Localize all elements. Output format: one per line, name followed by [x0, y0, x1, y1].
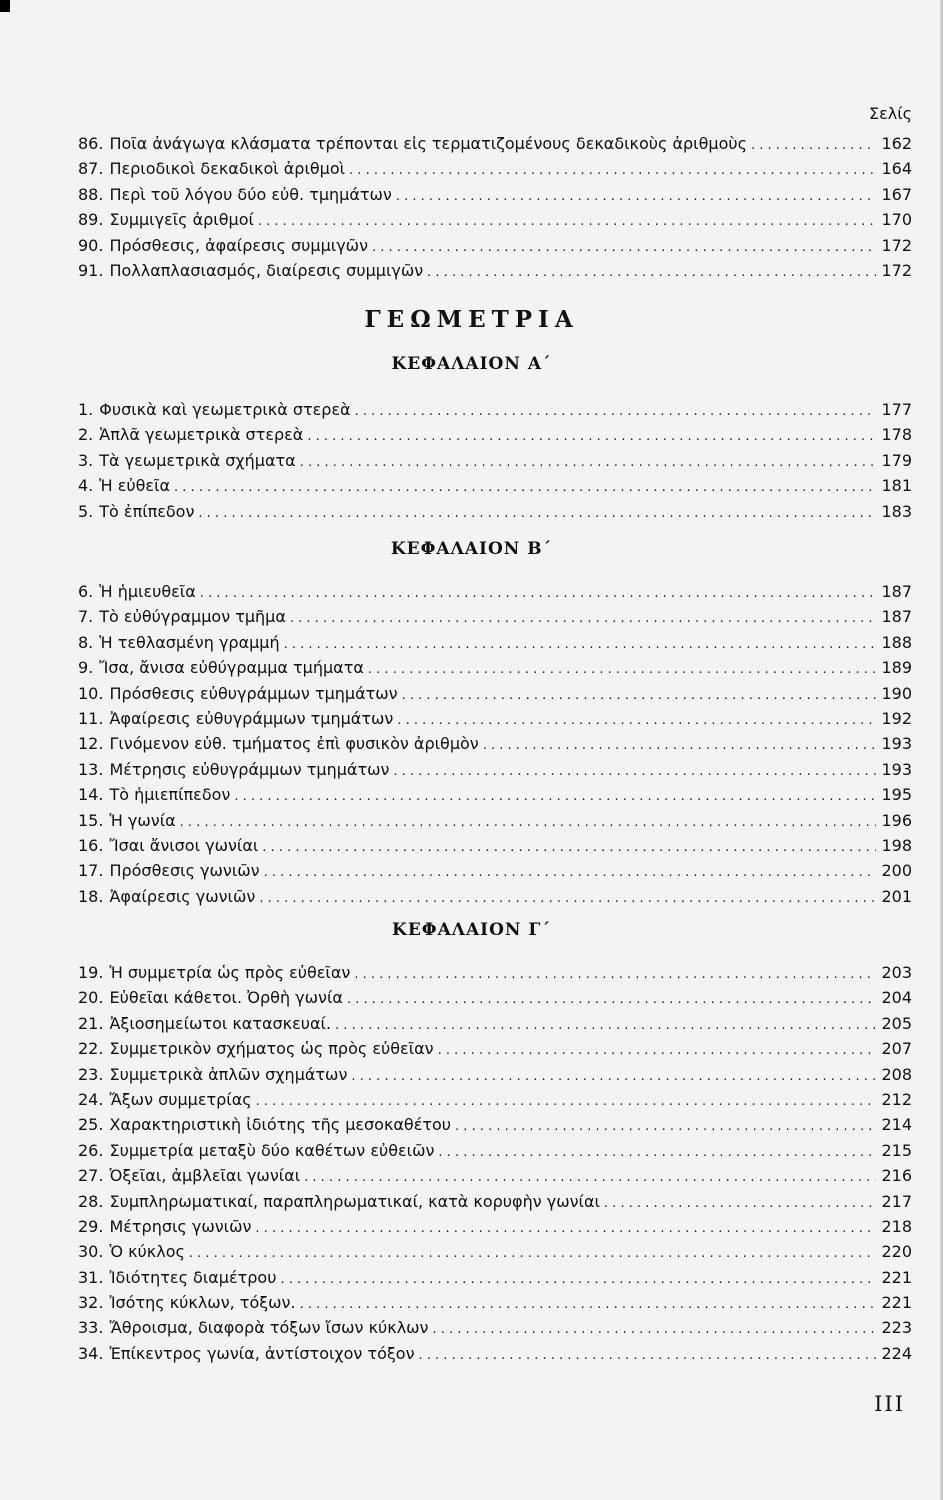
toc-entry-title: Μέτρησις γωνιῶν — [109, 1216, 252, 1236]
toc-entry-title: Πολλαπλασιασμός, διαίρεσις συμμιγῶν — [109, 260, 424, 280]
toc-entry — [78, 960, 912, 985]
toc-leader-dots — [433, 1317, 877, 1342]
toc-entry — [78, 1087, 912, 1112]
toc-entry-number: 24. — [78, 1089, 104, 1109]
toc-entry — [78, 655, 912, 680]
toc-entry-page: 203 — [881, 963, 912, 982]
toc-leader-dots — [300, 1292, 876, 1317]
toc-entry-title: Συμπληρωματικαί, παραπληρωματικαί, κατὰ κορυφὴν γωνίαι — [109, 1191, 600, 1211]
toc-entry-number: 91. — [78, 260, 104, 280]
toc-entry-number: 7. — [78, 607, 94, 627]
toc-entry — [78, 1239, 912, 1264]
toc-entry-number: 12. — [78, 734, 104, 754]
toc-entry — [78, 499, 912, 524]
toc-entry-title: Ἡ εὐθεῖα — [99, 476, 171, 496]
toc-leader-dots — [264, 860, 876, 885]
toc-leader-dots — [351, 1064, 876, 1089]
toc-leader-dots — [483, 733, 876, 758]
toc-entry — [78, 1189, 912, 1214]
toc-entry — [78, 858, 912, 883]
toc-entry-page: 172 — [881, 235, 912, 255]
toc-leader-dots — [347, 987, 876, 1012]
toc-entry-title: Χαρακτηριστικὴ ἰδιότης τῆς μεσοκαθέτου — [109, 1115, 452, 1135]
toc-entry-number: 30. — [78, 1242, 104, 1262]
toc-entry — [78, 681, 912, 706]
toc-entry-page: 181 — [881, 476, 912, 496]
toc-entry — [78, 1062, 912, 1087]
toc-entry-number: 6. — [78, 582, 94, 601]
toc-entry-title: Πρόσθεσις, ἀφαίρεσις συμμιγῶν — [109, 235, 368, 255]
toc-entry-number: 25. — [78, 1115, 104, 1135]
toc-entry-title: Ἴσαι ἄνισοι γωνίαι — [109, 835, 259, 855]
toc-entry-page: 216 — [881, 1166, 912, 1186]
page-number: III — [874, 1392, 905, 1416]
toc-entry-number: 10. — [78, 683, 104, 703]
toc-entry-title: Τὸ ἡμιεπίπεδον — [109, 785, 231, 805]
toc-leader-dots — [200, 581, 876, 606]
toc-entry-number: 19. — [78, 963, 104, 982]
toc-entry-title: Ἀφαίρεσις γωνιῶν — [109, 886, 256, 906]
toc-leader-dots — [259, 886, 876, 911]
toc-entry-page: 221 — [881, 1293, 912, 1313]
toc-entry-title: Ἀξιοσημείωτοι κατασκευαί. — [109, 1013, 332, 1033]
toc-entry-page: 193 — [881, 734, 912, 754]
toc-entry-title: Περὶ τοῦ λόγου δύο εὐθ. τμημάτων — [109, 184, 392, 204]
toc-entry — [78, 706, 912, 731]
toc-entry — [78, 1163, 912, 1188]
toc-entry — [78, 131, 912, 156]
toc-entry-page: 214 — [881, 1115, 912, 1135]
toc-entry-number: 18. — [78, 886, 104, 906]
chapter-heading-a: ΚΕΦΑΛΑΙΟΝ Α΄ — [391, 354, 552, 374]
toc-leader-dots — [300, 450, 876, 475]
page-column-label: Σελίς — [868, 104, 912, 123]
toc-entry-number: 15. — [78, 810, 104, 830]
toc-leader-dots — [234, 784, 876, 809]
toc-entry-title: Ἡ γωνία — [109, 810, 176, 830]
toc-leader-dots — [180, 810, 876, 835]
toc-entry-title: Τὸ εὐθύγραμμον τμῆμα — [99, 607, 286, 627]
toc-entry-title: Φυσικὰ καὶ γεωμετρικὰ στερεὰ — [99, 400, 351, 419]
toc-leader-dots — [284, 632, 876, 657]
toc-entry-number: 21. — [78, 1013, 104, 1033]
toc-entry-title: Ἄθροισμα, διαφορὰ τόξων ἴσων κύκλων — [109, 1318, 429, 1338]
toc-entry-number: 17. — [78, 861, 104, 881]
toc-entry-number: 27. — [78, 1166, 104, 1186]
toc-entry — [78, 448, 912, 473]
toc-leader-dots — [198, 501, 876, 526]
toc-entry-title: Συμμετρικὸν σχήματος ὡς πρὸς εὐθεῖαν — [109, 1039, 434, 1059]
toc-chapter-c-list — [78, 960, 912, 1366]
toc-leader-dots — [393, 759, 876, 784]
toc-entry-number: 28. — [78, 1191, 104, 1211]
toc-arithmetic-list — [78, 131, 912, 283]
toc-entry-title: Ὁ κύκλος — [109, 1242, 185, 1262]
toc-entry — [78, 833, 912, 858]
toc-entry — [78, 473, 912, 498]
toc-leader-dots — [355, 399, 876, 424]
toc-entry-page: 198 — [881, 835, 912, 855]
toc-entry-page: 208 — [881, 1064, 912, 1084]
toc-entry — [78, 1341, 912, 1366]
toc-entry-page: 207 — [881, 1039, 912, 1059]
toc-entry-title: Συμμετρικὰ ἁπλῶν σχημάτων — [109, 1064, 348, 1084]
toc-entry — [78, 1036, 912, 1061]
toc-entry-page: 189 — [881, 658, 912, 678]
toc-entry-title: Πρόσθεσις γωνιῶν — [109, 861, 260, 881]
toc-leader-dots — [368, 657, 876, 682]
toc-leader-dots — [751, 133, 876, 158]
toc-entry — [78, 233, 912, 258]
chapter-heading-c: ΚΕΦΑΛΑΙΟΝ Γ΄ — [392, 920, 551, 940]
toc-leader-dots — [438, 1140, 876, 1165]
toc-entry-number: 33. — [78, 1318, 104, 1338]
toc-entry-page: 204 — [881, 988, 912, 1008]
toc-entry-number: 9. — [78, 658, 94, 678]
toc-entry-page: 200 — [881, 861, 912, 881]
toc-entry-page: 220 — [881, 1242, 912, 1262]
toc-entry-number: 23. — [78, 1064, 104, 1084]
toc-entry-number: 22. — [78, 1039, 104, 1059]
toc-entry — [78, 1112, 912, 1137]
toc-entry — [78, 782, 912, 807]
toc-entry — [78, 1214, 912, 1239]
toc-entry — [78, 757, 912, 782]
toc-entry-number: 2. — [78, 425, 94, 445]
toc-entry — [78, 207, 912, 232]
toc-entry-page: 193 — [881, 759, 912, 779]
toc-entry — [78, 182, 912, 207]
toc-entry-page: 212 — [881, 1089, 912, 1109]
toc-entry — [78, 1011, 912, 1036]
toc-entry-title: Τὸ ἐπίπεδον — [99, 501, 195, 521]
toc-entry-number: 34. — [78, 1343, 104, 1363]
toc-leader-dots — [335, 1013, 876, 1038]
toc-leader-dots — [427, 260, 876, 285]
toc-leader-dots — [354, 962, 876, 987]
toc-leader-dots — [174, 475, 876, 500]
toc-entry-page: 223 — [881, 1318, 912, 1338]
toc-leader-dots — [262, 835, 876, 860]
toc-entry-page: 170 — [881, 210, 912, 230]
toc-entry-title: Πρόσθεσις εὐθυγράμμων τμημάτων — [109, 683, 398, 703]
toc-entry-page: 188 — [881, 632, 912, 652]
toc-entry-title: Συμμιγεῖς ἀριθμοί — [109, 210, 254, 230]
toc-entry — [78, 422, 912, 447]
toc-leader-dots — [372, 235, 876, 260]
toc-entry-title: Ἡ τεθλασμένη γραμμή — [99, 632, 280, 652]
toc-entry-number: 86. — [78, 134, 104, 153]
toc-leader-dots — [397, 708, 876, 733]
toc-entry — [78, 985, 912, 1010]
toc-chapter-b-list — [78, 579, 912, 909]
toc-leader-dots — [280, 1267, 876, 1292]
chapter-heading-b: ΚΕΦΑΛΑΙΟΝ Β΄ — [390, 539, 553, 559]
toc-entry — [78, 156, 912, 181]
toc-entry — [78, 731, 912, 756]
toc-entry-title: Ἀφαίρεσις εὐθυγράμμων τμημάτων — [109, 708, 394, 728]
toc-entry-page: 217 — [881, 1191, 912, 1211]
toc-leader-dots — [189, 1241, 876, 1266]
toc-entry-page: 190 — [881, 683, 912, 703]
toc-entry-number: 1. — [78, 400, 94, 419]
toc-leader-dots — [402, 683, 876, 708]
toc-entry — [78, 604, 912, 629]
toc-leader-dots — [455, 1114, 876, 1139]
toc-entry-page: 172 — [881, 260, 912, 280]
toc-entry-number: 13. — [78, 759, 104, 779]
toc-leader-dots — [349, 158, 876, 183]
toc-entry-page: 221 — [881, 1267, 912, 1287]
toc-entry-page: 195 — [881, 785, 912, 805]
toc-leader-dots — [290, 606, 876, 631]
toc-entry-title: Γινόμενον εὐθ. τμήματος ἐπὶ φυσικὸν ἀριθμὸν — [109, 734, 479, 754]
toc-entry — [78, 258, 912, 283]
toc-chapter-a-list — [78, 397, 912, 524]
toc-entry-title: Ἁπλᾶ γεωμετρικὰ στερεὰ — [99, 425, 304, 445]
scan-corner-mark — [0, 0, 10, 12]
toc-entry-page: 201 — [881, 886, 912, 906]
toc-leader-dots — [438, 1038, 876, 1063]
toc-leader-dots — [304, 1165, 876, 1190]
toc-entry-page: 215 — [881, 1140, 912, 1160]
toc-entry — [78, 579, 912, 604]
toc-leader-dots — [307, 424, 876, 449]
toc-entry-title: Ἡ συμμετρία ὡς πρὸς εὐθεῖαν — [109, 963, 351, 982]
toc-entry-number: 31. — [78, 1267, 104, 1287]
toc-entry-number: 4. — [78, 476, 94, 496]
toc-entry-number: 11. — [78, 708, 104, 728]
toc-entry-page: 179 — [881, 450, 912, 470]
toc-entry-page: 162 — [881, 134, 912, 153]
toc-leader-dots — [604, 1191, 876, 1216]
toc-entry-title: Ἴσα, ἄνισα εὐθύγραμμα τμήματα — [99, 658, 364, 678]
toc-entry-title: Ὀξεῖαι, ἀμβλεῖαι γωνίαι — [109, 1166, 301, 1186]
toc-entry-page: 178 — [881, 425, 912, 445]
toc-entry-title: Ἐπίκεντρος γωνία, ἀντίστοιχον τόξον — [109, 1343, 415, 1363]
toc-entry — [78, 884, 912, 909]
toc-entry — [78, 808, 912, 833]
toc-entry-title: Περιοδικοὶ δεκαδικοὶ ἀριθμοὶ — [109, 159, 346, 179]
toc-entry-title: Μέτρησις εὐθυγράμμων τμημάτων — [109, 759, 390, 779]
toc-entry-title: Εὐθεῖαι κάθετοι. Ὀρθὴ γωνία — [109, 988, 343, 1008]
toc-entry-page: 196 — [881, 810, 912, 830]
toc-entry-number: 5. — [78, 501, 94, 521]
toc-entry-number: 14. — [78, 785, 104, 805]
toc-entry — [78, 1315, 912, 1340]
toc-entry-title: Ἰσότης κύκλων, τόξων. — [109, 1293, 296, 1313]
toc-entry-number: 8. — [78, 632, 94, 652]
toc-entry-page: 183 — [881, 501, 912, 521]
toc-entry-page: 187 — [881, 582, 912, 601]
toc-entry-number: 90. — [78, 235, 104, 255]
toc-entry-number: 89. — [78, 210, 104, 230]
toc-entry-title: Συμμετρία μεταξὺ δύο καθέτων εὐθειῶν — [109, 1140, 435, 1160]
toc-leader-dots — [255, 1216, 876, 1241]
toc-entry-number: 88. — [78, 184, 104, 204]
toc-entry-number: 26. — [78, 1140, 104, 1160]
toc-entry-page: 167 — [881, 184, 912, 204]
toc-leader-dots — [396, 184, 876, 209]
toc-entry — [78, 1138, 912, 1163]
toc-entry-number: 20. — [78, 988, 104, 1008]
toc-leader-dots — [258, 209, 876, 234]
toc-entry-title: Ἡ ἡμιευθεῖα — [99, 582, 196, 601]
toc-entry-number: 16. — [78, 835, 104, 855]
toc-entry — [78, 397, 912, 422]
toc-entry — [78, 630, 912, 655]
toc-entry-number: 87. — [78, 159, 104, 179]
toc-entry-page: 224 — [881, 1343, 912, 1363]
toc-entry — [78, 1290, 912, 1315]
toc-entry — [78, 1265, 912, 1290]
toc-entry-number: 29. — [78, 1216, 104, 1236]
toc-entry-title: Ἰδιότητες διαμέτρου — [109, 1267, 277, 1287]
toc-entry-title: Ἄξων συμμετρίας — [109, 1089, 252, 1109]
toc-entry-page: 177 — [881, 400, 912, 419]
toc-entry-page: 187 — [881, 607, 912, 627]
toc-entry-title: Τὰ γεωμετρικὰ σχήματα — [99, 450, 296, 470]
section-title: ΓΕΩΜΕΤΡΙΑ — [364, 306, 579, 333]
toc-leader-dots — [419, 1343, 876, 1368]
toc-leader-dots — [256, 1089, 876, 1114]
toc-entry-page: 218 — [881, 1216, 912, 1236]
toc-entry-page: 164 — [881, 159, 912, 179]
toc-entry-title: Ποῖα ἀνάγωγα κλάσματα τρέπονται εἰς τερματιζομένους δεκαδικοὺς ἀριθμοὺς — [109, 134, 747, 153]
toc-entry-number: 3. — [78, 450, 94, 470]
toc-entry-page: 192 — [881, 708, 912, 728]
toc-entry-page: 205 — [881, 1013, 912, 1033]
toc-entry-number: 32. — [78, 1293, 104, 1313]
